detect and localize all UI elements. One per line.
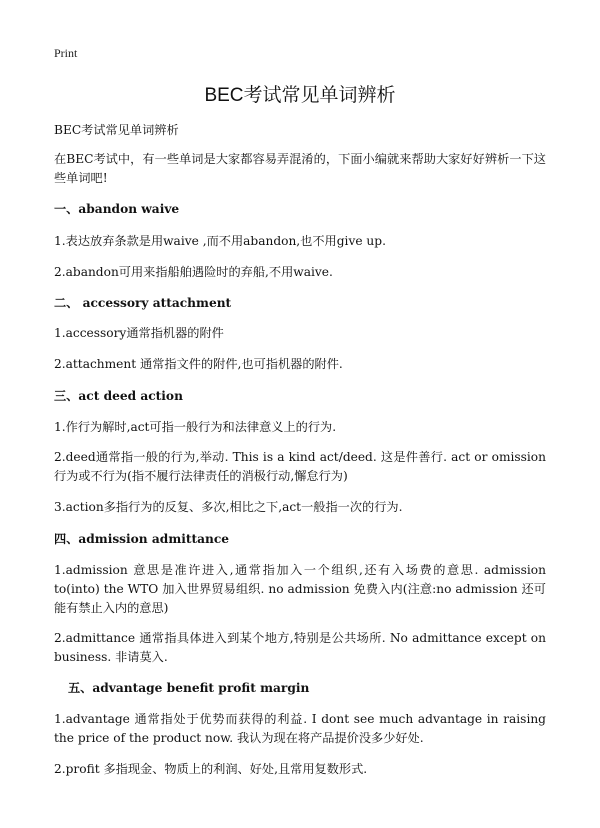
section-3-paragraph-2: 2.deed通常指一般的行为,举动. This is a kind act/deed. 这是件善行. act or omission 行为或不行为(指不履行法律责任的消极行动,懈怠行为) [54,450,546,483]
section-heading-2: 二、 accessory attachment [54,296,232,310]
section-1-paragraph-2: 2.abandon可用来指船舶遇险时的弃船,不用waive. [54,265,333,279]
print-link[interactable]: Print [54,46,78,60]
section-2-paragraph-1: 1.accessory通常指机器的附件 [54,326,224,340]
section-heading-5: 五、advantage benefit profit margin [68,681,310,695]
section-2-paragraph-2: 2.attachment 通常指文件的附件,也可指机器的附件. [54,357,343,371]
intro-paragraph: 在BEC考试中，有一些单词是大家都容易弄混淆的，下面小编就来帮助大家好好辨析一下这些单词吧! [54,152,546,185]
subtitle: BEC考试常见单词辨析 [54,123,179,137]
section-heading-3: 三、act deed action [54,389,183,403]
document-title: BEC考试常见单词辨析 [204,85,396,106]
section-1-paragraph-1: 1.表达放弃条款是用waive ,而不用abandon,也不用give up. [54,234,386,248]
section-3-paragraph-1: 1.作行为解时,act可指一般行为和法律意义上的行为. [54,420,337,434]
section-heading-4: 四、admission admittance [54,532,230,546]
section-4-paragraph-2: 2.admittance 通常指具体进入到某个地方,特别是公共场所. No admittance except on business. 非请莫入. [54,631,546,664]
section-5-paragraph-1: 1.advantage 通常指处于优势而获得的利益. I dont see much advantage in raising the price of the product now. 我认为现在将产品提价没多少好处. [54,712,546,745]
section-3-paragraph-3: 3.action多指行为的反复、多次,相比之下,act一般指一次的行为. [54,500,403,514]
section-heading-1: 一、abandon waive [54,202,180,216]
section-4-paragraph-1: 1.admission 意思是准许进入,通常指加入一个组织,还有入场费的意思. admission to(into) the WTO 加入世界贸易组织. no admission 免费入内(注意:no admission 还可能有禁止入内的意思) [54,563,546,615]
section-5-paragraph-2: 2.profit 多指现金、物质上的利润、好处,且常用复数形式. [54,762,368,776]
